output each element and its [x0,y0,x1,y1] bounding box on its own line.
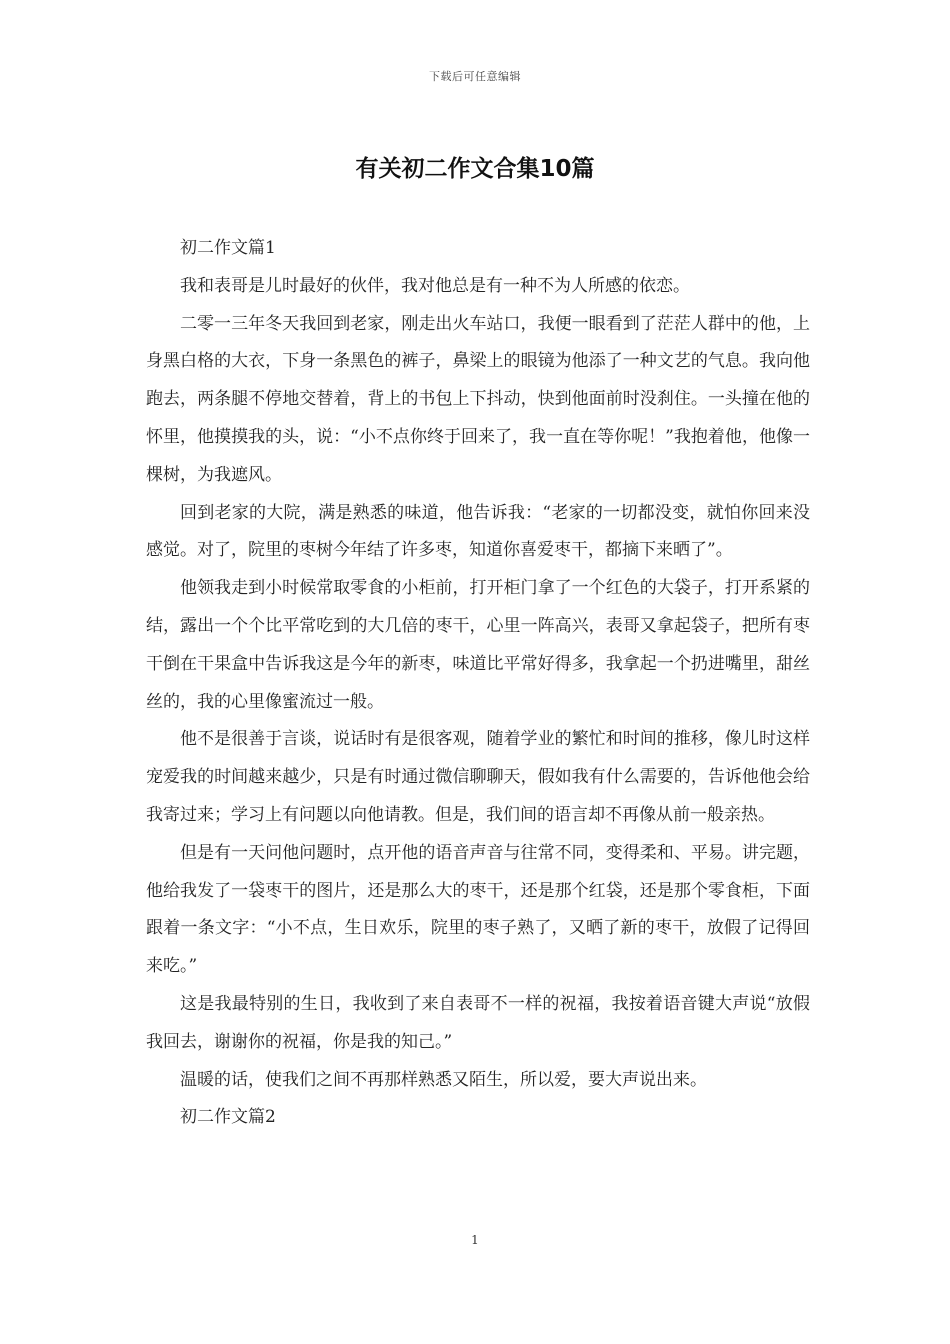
paragraph: 他不是很善于言谈，说话时有是很客观，随着学业的繁忙和时间的推移，像儿时这样宠爱我的时间越来越少，只是有时通过微信聊聊天，假如我有什么需要的，告诉他他会给我寄过来；学习上有问题以向他请教。但是，我们间的语言却不再像从前一般亲热。 [146,729,810,825]
document-title: 有关初二作文合集10篇 [355,156,595,182]
paragraph: 他领我走到小时候常取零食的小柜前，打开柜门拿了一个红色的大袋子，打开系紧的结，露出一个个比平常吃到的大几倍的枣干，心里一阵高兴，表哥又拿起袋子，把所有枣干倒在干果盒中告诉我这是今年的新枣，味道比平常好得多，我拿起一个扔进嘴里，甜丝丝的，我的心里像蜜流过一般。 [146,578,810,712]
paragraph: 回到老家的大院，满是熟悉的味道，他告诉我：“老家的一切都没变，就怕你回来没感觉。对了，院里的枣树今年结了许多枣，知道你喜爱枣干，都摘下来晒了”。 [146,502,810,561]
paragraph: 这是我最特别的生日，我收到了来自表哥不一样的祝福，我按着语音键大声说“放假我回去，谢谢你的祝福，你是我的知己。” [146,993,810,1052]
section-heading: 初二作文篇1 [180,238,276,258]
page-number: 1 [471,1233,479,1247]
paragraph: 我和表哥是儿时最好的伙伴，我对他总是有一种不为人所感的依恋。 [180,275,690,296]
paragraph: 但是有一天问他问题时，点开他的语音声音与往常不同，变得柔和、平易。讲完题，他给我发了一袋枣干的图片，还是那么大的枣干，还是那个红袋，还是那个零食柜，下面跟着一条文字：“小不点，生日欢乐，院里的枣子熟了，又晒了新的枣干，放假了记得回来吃。” [146,842,810,977]
document-body [146,230,810,1137]
section-heading: 初二作文篇2 [180,1107,276,1128]
paragraph: 二零一三年冬天我回到老家，刚走出火车站口，我便一眼看到了茫茫人群中的他，上身黑白格的大衣，下身一条黑色的裤子，鼻梁上的眼镜为他添了一种文艺的气息。我向他跑去，两条腿不停地交替着，背上的书包上下抖动，快到他面前时没刹住。一头撞在他的怀里，他摸摸我的头，说：“小不点你终于回来了，我一直在等你呢！”我抱着他，他像一棵树，为我遮风。 [146,313,810,485]
paragraph: 温暖的话，使我们之间不再那样熟悉又陌生，所以爱，要大声说出来。 [180,1069,707,1090]
header-note: 下载后可任意编辑 [429,70,521,83]
